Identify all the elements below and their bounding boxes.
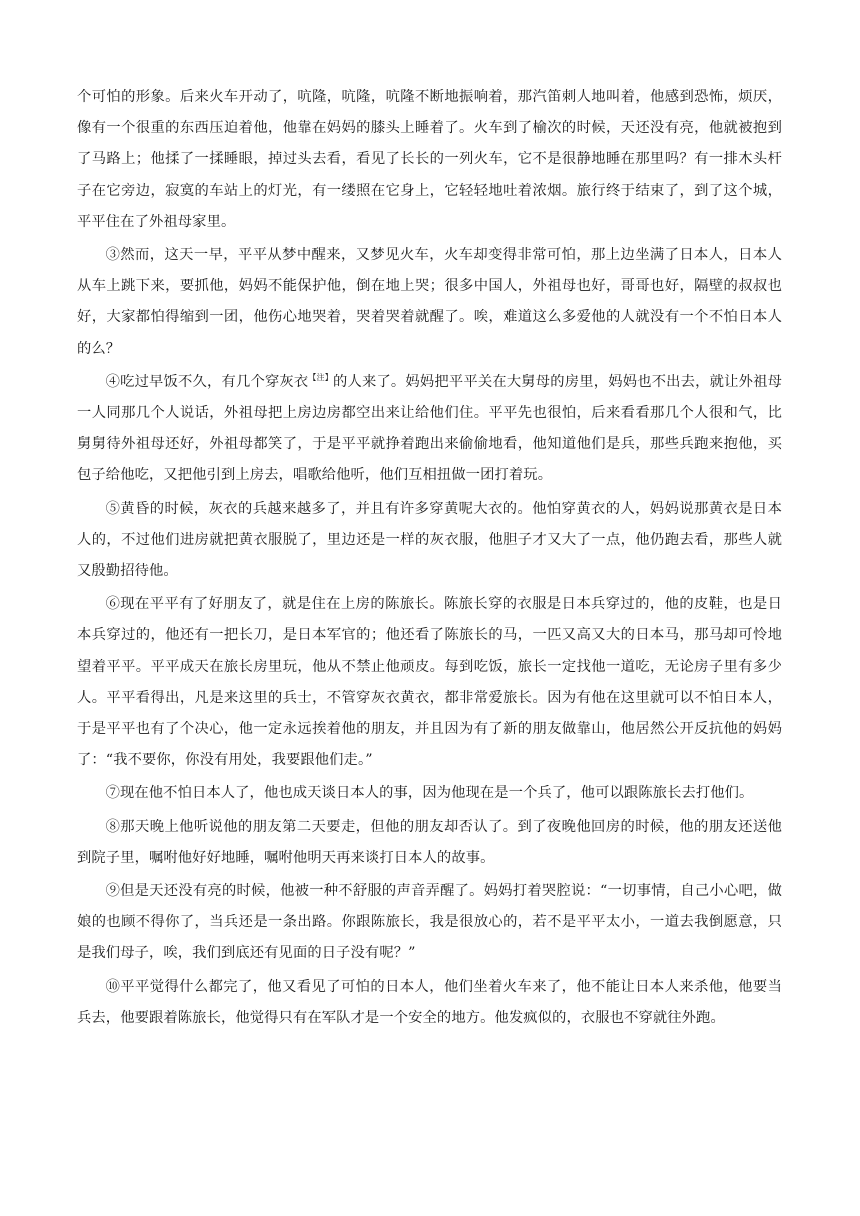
paragraph-4 bbox=[77, 367, 782, 492]
footnote-marker: 【注】 bbox=[308, 373, 333, 383]
document-body bbox=[77, 82, 782, 1036]
paragraph-4-lead: ④吃过早饭不久，有几个穿灰衣 bbox=[105, 373, 309, 390]
paragraph-4-rest: 的人来了。妈妈把平平关在大舅母的房里，妈妈也不出去，就让外祖母一人同那几个人说话，外祖母把上房边房都空出来让给他们住。平平先也很怕，后来看看那几个人很和气，比舅舅待外祖母还好，外祖母都笑了，于是平平就挣着跑出来偷偷地看，他知道他们是兵，那些兵跑来抱他，买包子给他吃，又把他引到上房去，唱歌给他听，他们互相扭做一团打着玩。 bbox=[77, 373, 782, 484]
paragraph-10: ⑩平平觉得什么都完了，他又看见了可怕的日本人，他们坐着火车来了，他不能让日本人来杀他，他要当兵去，他要跟着陈旅长，他觉得只有在军队才是一个安全的地方。他发疯似的，衣服也不穿就往外跑。 bbox=[77, 978, 782, 1026]
paragraph-6: ⑥现在平平有了好朋友了，就是住在上房的陈旅长。陈旅长穿的衣服是日本兵穿过的，他的皮鞋，也是日本兵穿过的，他还有一把长刀，是日本军官的；他还看了陈旅长的马，一匹又高又大的日本马，那马却可怜地望着平平。平平成天在旅长房里玩，他从不禁止他顽皮。每到吃饭，旅长一定找他一道吃，无论房子里有多少人。平平看得出，凡是来这里的兵士，不管穿灰衣黄衣，都非常爱旅长。因为有他在这里就可以不怕日本人，于是平平也有了个决心，他一定永远挨着他的朋友，并且因为有了新的朋友做靠山，他居然公开反抗他的妈妈了：“我不要你，你没有用处，我要跟他们走。” bbox=[77, 596, 782, 769]
paragraph-9: ⑨但是天还没有亮的时候，他被一种不舒服的声音弄醒了。妈妈打着哭腔说：“一切事情，自己小心吧，做娘的也顾不得你了，当兵还是一条出路。你跟陈旅长，我是很放心的，若不是平平太小，一道去我倒愿意，只是我们母子，唉，我们到底还有见面的日子没有呢？” bbox=[77, 883, 782, 962]
paragraph-7: ⑦现在他不怕日本人了，他也成天谈日本人的事，因为他现在是一个兵了，他可以跟陈旅长去打他们。 bbox=[105, 785, 754, 802]
paragraph-5: ⑤黄昏的时候，灰衣的兵越来越多了，并且有许多穿黄呢大衣的。他怕穿黄衣的人，妈妈说那黄衣是日本人的，不过他们进房就把黄衣服脱了，里边还是一样的灰衣服，他胆子才又大了一点，他仍跑去看，那些人就又殷勤招待他。 bbox=[77, 500, 782, 580]
paragraph-8: ⑧那天晚上他听说他的朋友第二天要走，但他的朋友却否认了。到了夜晚他回房的时候，他的朋友还送他到院子里，嘱咐他好好地睡，嘱咐他明天再来谈打日本人的故事。 bbox=[77, 818, 782, 866]
paragraph-continuation: 个可怕的形象。后来火车开动了，吭隆，吭隆，吭隆不断地振响着，那汽笛刺人地叫着，他感到恐怖，烦厌，像有一个很重的东西压迫着他，他靠在妈妈的膝头上睡着了。火车到了榆次的时候，天还没有亮，他就被抱到了马路上；他揉了一揉睡眼，掉过头去看，看见了长长的一列火车，它不是很静地睡在那里吗？有一排木头杆子在它旁边，寂寞的车站上的灯光，有一缕照在它身上，它轻轻地吐着浓烟。旅行终于结束了，到了这个城，平平住在了外祖母家里。 bbox=[77, 89, 782, 230]
paragraph-3: ③然而，这天一早，平平从梦中醒来，又梦见火车，火车却变得非常可怕，那上边坐满了日本人，日本人从车上跳下来，要抓他，妈妈不能保护他，倒在地上哭；很多中国人，外祖母也好，哥哥也好，隔壁的叔叔也好，大家都怕得缩到一团，他伤心地哭着，哭着哭着就醒了。唉，难道这么多爱他的人就没有一个不怕日本人的么？ bbox=[77, 247, 782, 357]
